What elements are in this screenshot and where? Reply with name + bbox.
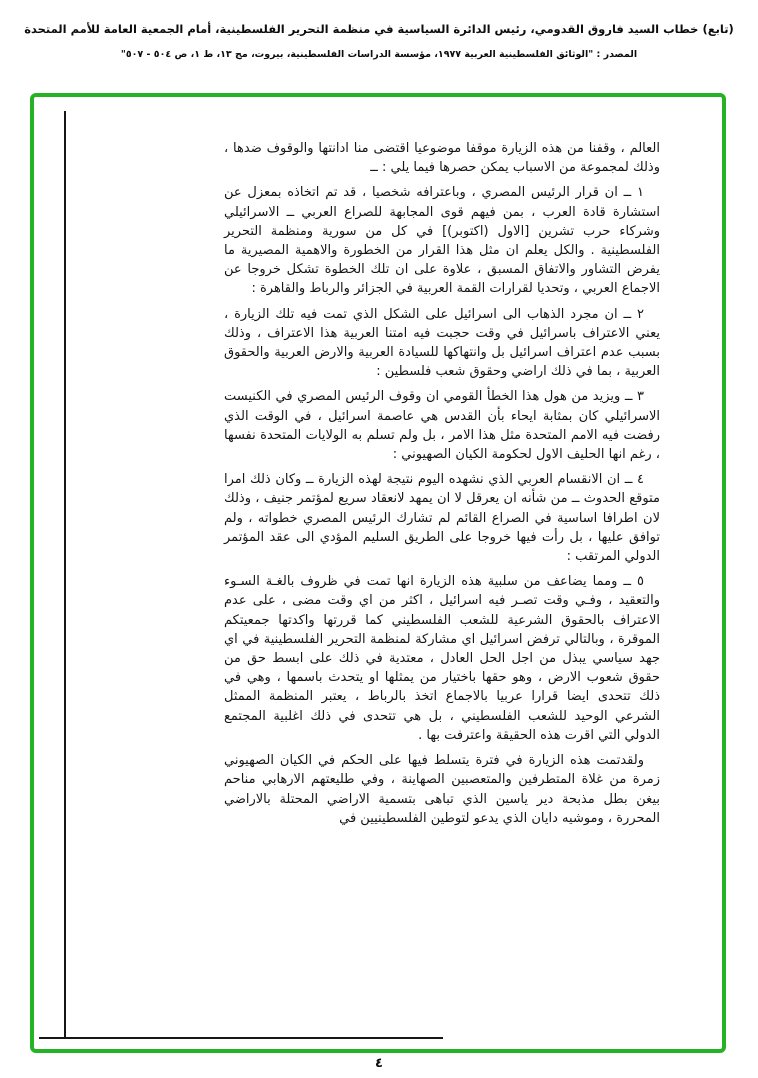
paragraph-point-1: ١ ــ ان قرار الرئيس المصري ، وباعترافه شخصيا ، قد تم اتخاذه بمعزل عن استشارة قادة العرب ، بمن فيهم قوى المجابهة للصراع العربي ــ الاسرائيلي وشركاء حرب تشرين [الاول (اكتوبر)] في كل من سورية ومنظمة التحرير الفلسطينية . والكل يعلم ان مثل هذا القرار من الخطورة والاهمية المصيرية ما يفرض التشاور والاتفاق المسبق ، علاوة على ان تلك الخطوة تشكل خروجا عن الاجماع العربي ، وتحديا لقرارات القمة العربية في الجزائر والرباط والقاهرة : (224, 185, 660, 297)
paragraph-closing: ولقدتمت هذه الزيارة في فترة يتسلط فيها على الحكم في الكيان الصهيوني زمرة من غلاة المتطرفين والمتعصبين الصهاينة ، وفي طليعتهم الارهابي مناحم بيغن بطل مذبحة دير ياسين الذي تباهى بتسمية الاراضي المحتلة بالاراضي المحررة ، وموشيه دايان الذي يدعو لتوطين الفلسطينيين في (224, 753, 660, 826)
source-line: المصدر : "الوثائق الفلسطينية العربية ١٩٧٧، مؤسسة الدراسات الفلسطينية، بيروت، مج ١٣، ط ١، ص ٥٠٤ - ٥٠٧" (120, 49, 638, 60)
document-body (224, 139, 660, 834)
paragraph-point-3: ٣ ــ ويزيد من هول هذا الخطأ القومي ان وقوف الرئيس المصري في الكنيست الاسرائيلي كان بمثابة ايحاء بأن القدس هي عاصمة اسرائيل ، في الوقت الذي رفضت فيه الامم المتحدة مثل هذا الامر ، بل ولم تسلم به الولايات المتحدة نفسها ، رغم انها الحليف الاول لحكومة الكيان الصهيوني : (224, 389, 660, 463)
document-title: (تابع) خطاب السيد فاروق القدومي، رئيس الدائرة السياسية في منظمة التحرير الفلسطينية، أمام الجمعية العامة للأمم المتحدة (24, 22, 734, 36)
paragraph-intro: العالم ، وقفنا من هذه الزيارة موقفا موضوعيا اقتضى منا ادانتها والوقوف ضدها ، وذلك لمجموعة من الاسباب يمكن حصرها فيما يلي : ــ (224, 141, 660, 176)
page-number: ٤ (375, 1056, 383, 1071)
paragraph-point-5: ٥ ــ ومما يضاعف من سلبية هذه الزيارة انها تمت في ظروف بالغـة السـوء والتعقيد ، وفـي وقت تصـر فيه اسرائيل ، اكثر من اي وقت مضى ، على عدم الاعتراف بالحقوق الشرعية للشعب الفلسطيني كما قررتها واكدتها جمعيتكم الموقرة ، وبالتالي ترفض اسرائيل اي مشاركة لمنظمة التحرير الفلسطينية في اي جهد سياسي يبذل من اجل الحل العادل ، معتدية في ذلك على ابسط حق من حقوق شعوب الارض ، وهو حقها باختيار من يمثلها او يتحدث باسمها ، وهي في ذلك تتحدى ايضا قرارا عربيا بالاجماع اتخذ بالرباط ، يعتبر المنظمة الممثل الشرعي الوحيد للشعب الفلسطيني ، بل هي تتحدى في ذلك اغلبية المجتمع الدولي التي اقرت هذه الحقيقة واعترفت بها . (224, 574, 660, 743)
scan-edge-vertical-line (64, 111, 66, 1037)
paragraph-point-4: ٤ ــ ان الانقسام العربي الذي نشهده اليوم نتيجة لهذه الزيارة ــ وكان ذلك امرا متوقع الحدوث ــ من شأنه ان يعرقل لا ان يمهد لانعقاد سريع لمؤتمر جنيف ، وذلك لان اطرافا اساسية في الصراع القائم لم تشارك الرئيس المصري خطواته ، ولم توافق عليها ، بل رأت فيها خروجا على الطريق السليم المؤدي الى عقد المؤتمر الدولي المرتقب : (224, 472, 660, 565)
paragraph-point-2: ٢ ــ ان مجرد الذهاب الى اسرائيل على الشكل الذي تمت فيه تلك الزيارة ، يعني الاعتراف باسرائيل في وقت حجبت فيه امتنا العربية هذا الاعتراف ، وذلك بسبب عدم اعتراف اسرائيل بل وانتهاكها للسيادة العربية والارض العربية والحقوق العربية ، بما في ذلك اراضي وحقوق شعب فلسطين : (224, 306, 660, 380)
scan-edge-horizontal-line (39, 1037, 443, 1039)
scanned-page-frame (30, 93, 726, 1053)
